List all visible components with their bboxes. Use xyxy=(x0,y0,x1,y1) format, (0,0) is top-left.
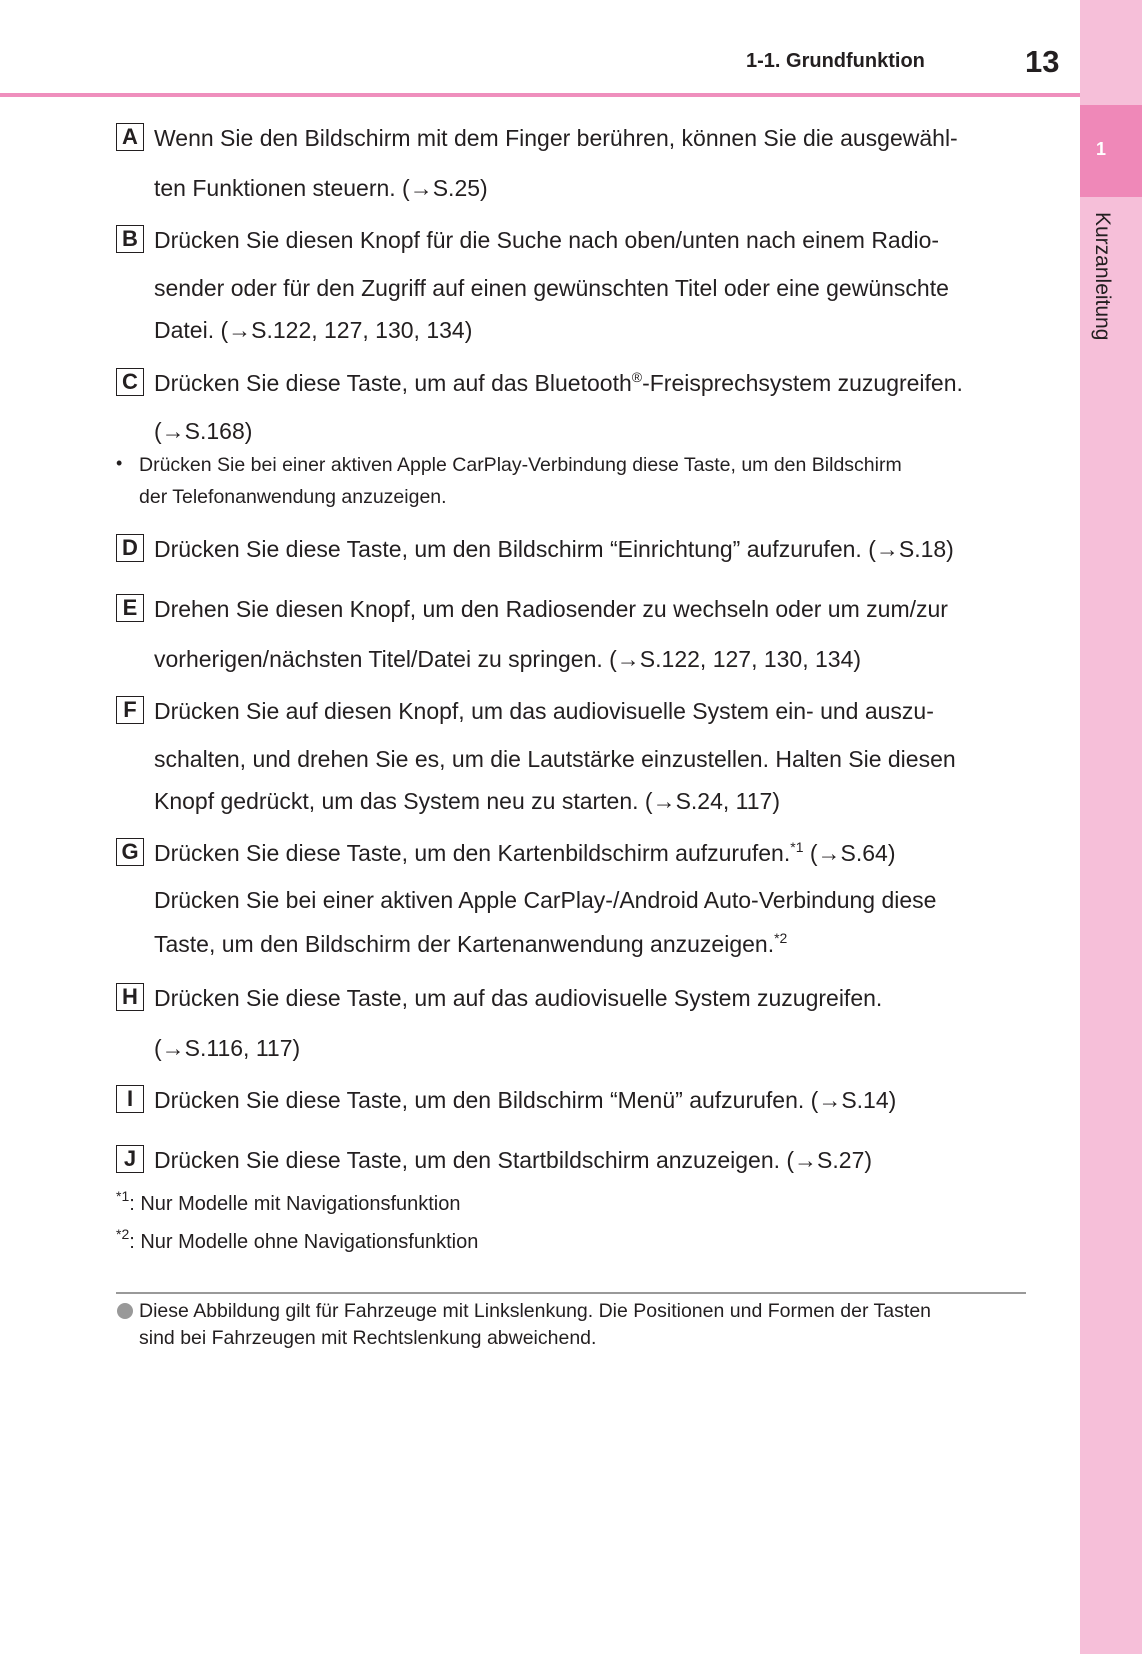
label-i: I xyxy=(116,1085,144,1113)
item-g-text: Drücken Sie diese Taste, um den Kartenbildschirm aufzurufen. xyxy=(154,840,791,866)
note-line: Diese Abbildung gilt für Fahrzeuge mit Linkslenkung. Die Positionen und Formen der Tasten xyxy=(139,1300,932,1322)
footnote-text: : Nur Modelle ohne Navigationsfunktion xyxy=(129,1231,479,1253)
item-c-bullet-line: der Telefonanwendung anzuzeigen. xyxy=(139,486,447,508)
item-b-line: sender oder für den Zugriff auf einen gewünschten Titel oder eine gewünschte xyxy=(154,275,949,301)
item-g-text: (→S.64) xyxy=(803,840,896,866)
footnote-2 xyxy=(116,1226,479,1254)
item-f-line: schalten, und drehen Sie es, um die Lautstärke einzustellen. Halten Sie diesen xyxy=(154,746,956,772)
label-j: J xyxy=(116,1145,144,1173)
item-g-line xyxy=(154,930,787,958)
label-b: B xyxy=(116,225,144,253)
item-g-line: Drücken Sie bei einer aktiven Apple CarPlay-/Android Auto-Verbindung diese xyxy=(154,887,937,913)
label-c: C xyxy=(116,368,144,396)
item-j-line: Drücken Sie diese Taste, um den Startbildschirm anzuzeigen. (→S.27) xyxy=(154,1147,873,1173)
item-e-line: Drehen Sie diesen Knopf, um den Radiosender zu wechseln oder um zum/zur xyxy=(154,596,948,622)
item-b-line: Drücken Sie diesen Knopf für die Suche nach oben/unten nach einem Radio- xyxy=(154,227,940,253)
item-c-text: -Freisprechsystem zuzugreifen. xyxy=(642,370,963,396)
chapter-tab[interactable] xyxy=(1080,105,1142,197)
bullet-icon: • xyxy=(116,453,123,473)
footnote-1 xyxy=(116,1188,461,1216)
label-g: G xyxy=(116,838,144,866)
header-divider xyxy=(0,93,1080,97)
item-f-line: Knopf gedrückt, um das System neu zu starten. (→S.24, 117) xyxy=(154,788,780,814)
note-line: sind bei Fahrzeugen mit Rechtslenkung abweichend. xyxy=(139,1327,597,1349)
footnote-text: : Nur Modelle mit Navigationsfunktion xyxy=(129,1193,461,1215)
section-title: 1-1. Grundfunktion xyxy=(746,50,925,72)
chapter-tab-number: 1 xyxy=(1096,139,1107,159)
registered-mark: ® xyxy=(631,369,643,385)
item-c-bullet-line: Drücken Sie bei einer aktiven Apple CarPlay-Verbindung diese Taste, um den Bildschirm xyxy=(139,454,902,476)
item-d-line: Drücken Sie diese Taste, um den Bildschirm “Einrichtung” aufzurufen. (→S.18) xyxy=(154,536,954,562)
label-h: H xyxy=(116,983,144,1011)
item-b-line: Datei. (→S.122, 127, 130, 134) xyxy=(154,317,473,343)
item-g-text: Taste, um den Bildschirm der Kartenanwendung anzuzeigen. xyxy=(154,931,775,957)
item-c-text: Drücken Sie diese Taste, um auf das Bluetooth xyxy=(154,370,632,396)
chapter-label: Kurzanleitung xyxy=(1091,212,1114,341)
item-i-line: Drücken Sie diese Taste, um den Bildschirm “Menü” aufzurufen. (→S.14) xyxy=(154,1087,897,1113)
item-c-line xyxy=(154,369,963,397)
note-bullet-icon xyxy=(117,1303,133,1319)
item-e-line: vorherigen/nächsten Titel/Datei zu springen. (→S.122, 127, 130, 134) xyxy=(154,646,862,672)
page-number: 13 xyxy=(1025,44,1060,79)
footnote-ref: *1 xyxy=(790,839,804,855)
footnote-mark: *2 xyxy=(116,1226,130,1242)
item-h-line: (→S.116, 117) xyxy=(154,1035,301,1061)
label-e: E xyxy=(116,594,144,622)
label-a: A xyxy=(116,123,144,151)
item-h-line: Drücken Sie diese Taste, um auf das audiovisuelle System zuzugreifen. xyxy=(154,985,883,1011)
item-a-line: ten Funktionen steuern. (→S.25) xyxy=(154,175,488,201)
item-g-line xyxy=(154,839,896,867)
label-f: F xyxy=(116,696,144,724)
label-d: D xyxy=(116,534,144,562)
item-c-line: (→S.168) xyxy=(154,418,253,444)
note-divider xyxy=(116,1292,1026,1294)
footnote-ref: *2 xyxy=(774,930,788,946)
item-f-line: Drücken Sie auf diesen Knopf, um das audiovisuelle System ein- und auszu- xyxy=(154,698,934,724)
footnote-mark: *1 xyxy=(116,1188,130,1204)
item-a-line: Wenn Sie den Bildschirm mit dem Finger berühren, können Sie die ausgewähl- xyxy=(154,125,958,151)
